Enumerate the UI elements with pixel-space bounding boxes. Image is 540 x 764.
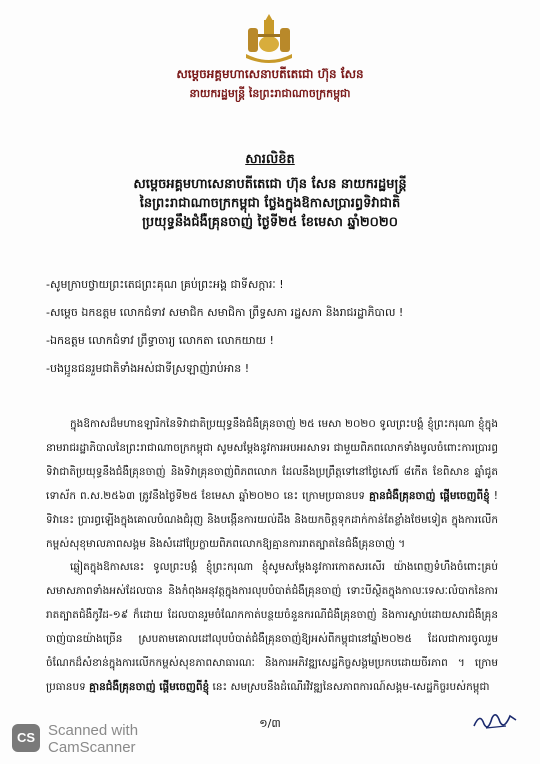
royal-coat-of-arms-icon: [242, 14, 296, 64]
letter-title-line-3: នៃព្រះរាជាណាចក្រកម្ពុជា ថ្លែងក្នុងឱកាសប្រារព្ធទិវាជាតិ: [139, 196, 401, 211]
letter-title-line-2: សម្តេចអគ្គមហាសេនាបតីតេជោ ហ៊ុន សែន នាយករដ្ឋមន្ត្រី: [133, 177, 407, 192]
letter-title-block: [0, 150, 540, 232]
body-paragraph-2: [46, 555, 498, 699]
body-paragraph-1: [46, 412, 498, 556]
paragraph-2-theme: គ្មានជំងឺគ្រុនចាញ់ ផ្តើមចេញពីខ្ញុំ: [89, 681, 210, 693]
camscanner-watermark: [0, 710, 200, 764]
letter-title-line-4: ប្រយុទ្ធនឹងជំងឺគ្រុនចាញ់ ថ្ងៃទី២៥ ខែមេសា ឆ្នាំ២០២០: [142, 215, 398, 230]
handwritten-initials-icon: [472, 706, 518, 734]
office-title: សម្តេចអគ្គមហាសេនាបតីតេជោ ហ៊ុន សែន: [176, 67, 364, 81]
paragraph-1-theme: គ្មានជំងឺគ្រុនចាញ់ ផ្តើមចេញពីខ្ញុំ: [369, 490, 490, 502]
salutation-monks: -សូមក្រាបថ្វាយព្រះតេជព្រះគុណ គ្រប់ព្រះអង្គ ជាទីសក្ការៈ !: [46, 278, 284, 291]
paragraph-2-text-a: ឆ្លៀតក្នុងឱកាសនេះ ទូលព្រះបង្គំ ខ្ញុំព្រះករុណា ខ្ញុំសូមសម្តែងនូវការកោតសរសើរ យ៉ាងពេញទំហឹងចំពោះគ្រប់សមាសភាពទាំងអស់ដែលបាន និងកំពុងអនុវត្តក្នុងការលុបបំបាត់ជំងឺគ្រុនចាញ់ ទោះបីស្ថិតក្នុងកាលៈទេសៈលំបាកនៃការរាតត្បាតជំងឺកូវីដ-១៩ ក៏ដោយ ដែលបានរួមចំណែកកាត់បន្ថយចំនួនករណីជំងឺគ្រុនចាញ់ និងការស្លាប់ដោយសារជំងឺគ្រុនចាញ់បានយ៉ាងច្រើន ស្របតាមគោលដៅលុបបំបាត់ជំងឺគ្រុនចាញ់ឱ្យអស់ពីកម្ពុជានៅឆ្នាំ២០២៥ ដែលជាការចូលរួមចំណែកដ៏សំខាន់ក្នុងការលើកកម្ពស់សុខភាពសាធារណៈ និងការអភិវឌ្ឍសេដ្ឋកិច្ចសង្គមប្រកបដោយចីរភាព ។ ក្រោមប្រធានបទ: [46, 561, 498, 693]
camscanner-text: [48, 722, 138, 756]
salutation-citizens: -បងប្អូនជនរួមជាតិទាំងអស់ជាទីស្រឡាញ់រាប់អាន !: [46, 362, 250, 375]
salutation-elders: -ឯកឧត្តម លោកជំទាវ ព្រឹទ្ធាចារ្យ លោកតា លោកយាយ !: [46, 334, 274, 347]
letter-title: សារលិខិត: [245, 152, 295, 167]
camscanner-logo-icon: CS: [12, 724, 40, 752]
scanned-with-label: Scanned with: [48, 722, 139, 739]
paragraph-2-text-b: នេះ សមស្របនឹងដំណើរវិវឌ្ឍនៃសភាពការណ៍សង្គម-សេដ្ឋកិច្ចរបស់កម្ពុជា: [209, 681, 490, 693]
page-number: ១/៣: [259, 717, 281, 730]
office-subtitle: នាយករដ្ឋមន្ត្រី នៃព្រះរាជាណាចក្រកម្ពុជា: [189, 87, 351, 100]
paragraph-1-text-a: ក្នុងឱកាសដ៏មហាឧឡារិកនៃទិវាជាតិប្រយុទ្ធនឹងជំងឺគ្រុនចាញ់ ២៥ មេសា ២០២០ ទូលព្រះបង្គំ ខ្ញុំព្រះករុណា ខ្ញុំក្នុងនាមរាជរដ្ឋាភិបាលនៃព្រះរាជាណាចក្រកម្ពុជា សូមសម្តែងនូវការអបអរសាទរ ជាមួយពិភពលោកទាំងមូលចំពោះការប្រារព្ធទិវាជាតិប្រយុទ្ធនឹងជំងឺគ្រុនចាញ់ និងទិវាគ្រុនចាញ់ពិភពលោក ដែលនឹងប្រព្រឹត្តទៅនៅថ្ងៃសៅរ៍ ៨កើត ខែពិសាខ ឆ្នាំជូត ទោស័ក ព.ស.២៥៦៣ ត្រូវនឹងថ្ងៃទី២៥ ខែមេសា ឆ្នាំ២០២០ នេះ ក្រោមប្រធានបទ: [46, 418, 498, 502]
camscanner-label: CamScanner: [48, 739, 136, 756]
salutation-officials: -សម្តេច ឯកឧត្តម លោកជំទាវ សមាជិក សមាជិកា ព្រឹទ្ធសភា រដ្ឋសភា និងរាជរដ្ឋាភិបាល !: [46, 306, 404, 319]
paragraph-1-text-b: ! ទិវានេះ ប្រារព្ធឡើងក្នុងគោលបំណងជំរុញ និងបង្កើនការយល់ដឹង និងយកចិត្តទុកដាក់កាន់តែខ្លាំងថែមទៀត ក្នុងការលើកកម្ពស់សុខុមាលភាពសង្គម និងសំដៅប្រែក្លាយពិភពលោកឱ្យគ្មានការរាតត្បាតនៃជំងឺគ្រុនចាញ់ ។: [46, 490, 498, 550]
salutation-list: [46, 271, 506, 383]
